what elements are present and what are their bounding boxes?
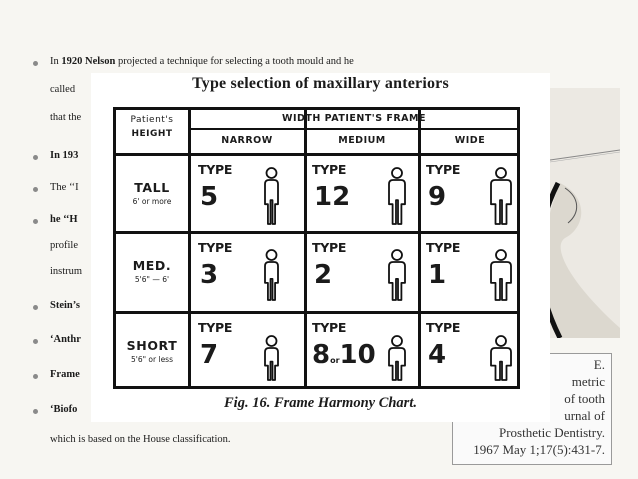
column-header-wide: WIDE <box>454 135 486 146</box>
type-cell <box>426 320 531 392</box>
bullet-segment: 3 <box>73 150 79 161</box>
bullet-segment: In <box>50 56 62 67</box>
bullet-segment: projected a technique for selecting a tooth mould and he <box>115 56 354 67</box>
type-cell <box>198 162 303 234</box>
person-figure-icon <box>484 334 518 384</box>
bullet-dot-icon <box>33 61 38 66</box>
bullet-dot-icon <box>33 187 38 192</box>
bullet-segment: profile <box>50 240 78 251</box>
bullet-text <box>50 404 77 415</box>
reference-line: Prosthetic Dentistry. <box>498 425 605 440</box>
chart-grid <box>113 107 520 389</box>
bullet-segment: called <box>50 84 76 95</box>
person-figure-icon <box>382 334 412 384</box>
width-header: WIDTH PATIENT'S FRAME <box>282 113 426 124</box>
row-label-text: MED. <box>132 258 172 273</box>
row-range-text: 5'6" or less <box>130 355 173 364</box>
type-cell <box>426 240 531 312</box>
type-number: 7 <box>200 340 219 370</box>
type-cell <box>312 320 417 392</box>
bullet-segment: The ‘‘I <box>50 182 79 193</box>
bullet-dot-icon <box>33 155 38 160</box>
row-label-med <box>116 258 188 284</box>
frame-harmony-chart <box>91 73 550 422</box>
type-or-text: or <box>330 356 340 365</box>
row-range-text: 5'6" — 6' <box>134 275 170 284</box>
bullet-text <box>50 84 75 95</box>
type-number: 5 <box>200 182 219 212</box>
bullet-segment: instrum <box>50 266 83 277</box>
type-number <box>312 340 376 370</box>
type-cell <box>426 162 531 234</box>
person-figure-icon <box>484 248 518 304</box>
figure-caption: Fig. 16. Frame Harmony Chart. <box>224 395 417 411</box>
bullet-segment: 1920 Nelson <box>61 56 116 67</box>
type-label: TYPE <box>426 320 461 335</box>
reference-line: metric <box>571 374 605 389</box>
bullet-text <box>50 434 231 445</box>
bullet-dot-icon <box>33 339 38 344</box>
bullet-segment: ‘Anthr <box>50 334 81 345</box>
reference-line: of tooth <box>564 391 605 406</box>
bullet-text <box>50 240 78 251</box>
bullet-segment: he ‘‘H <box>50 214 78 225</box>
type-label: TYPE <box>312 162 347 177</box>
type-number: 9 <box>428 182 447 212</box>
type-number: 2 <box>314 260 333 290</box>
corner-label-height: HEIGHT <box>131 129 173 139</box>
type-number: 12 <box>314 182 351 212</box>
bullet-segment: In 19 <box>50 150 74 161</box>
type-label: TYPE <box>198 320 233 335</box>
bullet-dot-icon <box>33 305 38 310</box>
bullet-segment: ‘Biofo <box>50 404 78 415</box>
type-label: TYPE <box>426 240 461 255</box>
type-label: TYPE <box>312 320 347 335</box>
grid-divider <box>418 110 421 386</box>
grid-divider <box>116 153 517 156</box>
type-label: TYPE <box>312 240 347 255</box>
row-label-short <box>116 338 188 364</box>
bullet-segment: that the <box>50 112 82 123</box>
bullet-dot-icon <box>33 374 38 379</box>
grid-divider <box>188 110 191 386</box>
reference-line: urnal of <box>564 408 605 423</box>
grid-divider <box>188 128 517 130</box>
bullet-text <box>50 369 80 380</box>
type-number-alt: 10 <box>339 340 376 370</box>
column-header-narrow: NARROW <box>221 135 273 146</box>
row-label-text: TALL <box>134 180 170 195</box>
type-label: TYPE <box>198 162 233 177</box>
type-label: TYPE <box>426 162 461 177</box>
bullet-segment: which is based on the House classification. <box>50 434 231 445</box>
bullet-dot-icon <box>33 409 38 414</box>
bullet-text <box>50 334 81 345</box>
type-number-main: 8 <box>312 340 331 370</box>
type-cell <box>198 240 303 312</box>
bullet-text <box>50 300 80 311</box>
grid-divider <box>304 110 307 386</box>
bullet-text <box>50 56 354 67</box>
person-figure-icon <box>484 166 518 228</box>
chart-title: Type selection of maxillary anteriors <box>192 75 449 92</box>
person-figure-icon <box>382 248 412 304</box>
person-figure-icon <box>258 248 285 304</box>
type-label: TYPE <box>198 240 233 255</box>
type-cell <box>312 240 417 312</box>
bullet-dot-icon <box>33 219 38 224</box>
bullet-text <box>50 150 78 161</box>
type-number: 3 <box>200 260 219 290</box>
column-header-medium: MEDIUM <box>338 135 386 146</box>
row-label-tall <box>116 180 188 206</box>
reference-line: 1967 May 1;17(5):431-7. <box>473 442 605 457</box>
row-label-text: SHORT <box>126 338 178 353</box>
type-cell <box>312 162 417 234</box>
bullet-text <box>50 112 81 123</box>
person-figure-icon <box>382 166 412 228</box>
reference-line: E. <box>593 357 605 372</box>
corner-label-patients: Patient's <box>130 115 174 125</box>
person-figure-icon <box>258 166 285 228</box>
bullet-segment: Frame <box>50 369 80 380</box>
bullet-text <box>50 266 82 277</box>
bullet-segment: Stein’s <box>50 300 80 311</box>
bullet-text <box>50 214 78 225</box>
type-number: 4 <box>428 340 447 370</box>
type-cell <box>198 320 303 392</box>
type-number: 1 <box>428 260 447 290</box>
person-figure-icon <box>258 334 285 384</box>
row-range-text: 6' or more <box>132 197 172 206</box>
bullet-text <box>50 182 79 193</box>
